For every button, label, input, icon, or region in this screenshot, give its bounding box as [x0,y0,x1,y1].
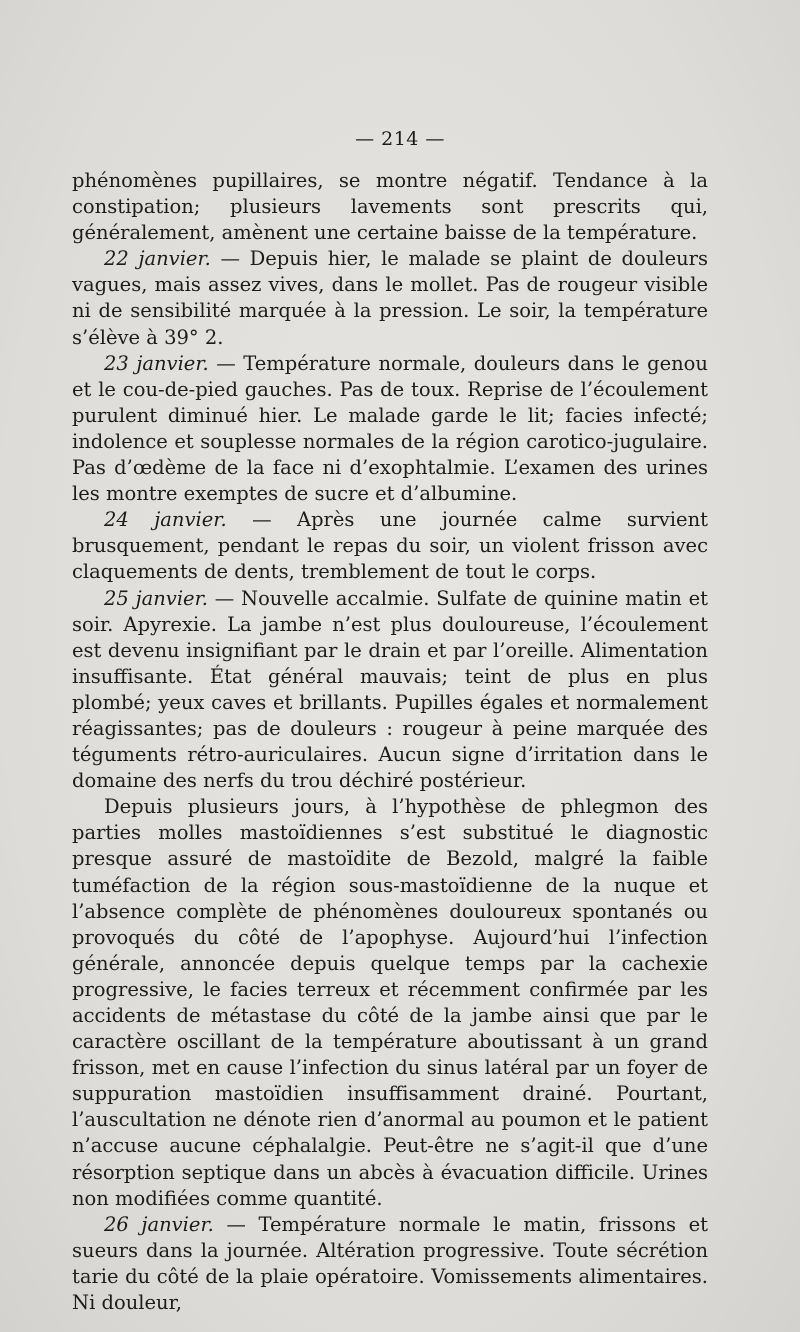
paragraph-25-janvier [72,586,708,795]
paragraph-text: Depuis plusieurs jours, à l’hypothèse de phlegmon des parties molles mastoïdiennes s’est substitué le diagnostic presque assuré de mastoïdite de Bezold, malgré la faible tuméfaction de la région sous-mastoïdienne de la nuque et l’absence complète de phénomènes douloureux spontanés ou provoqués du côté de l’apophyse. Aujourd’hui l’infection générale, annoncée depuis quelque temps par la cachexie progressive, le facies terreux et récemment confirmée par les accidents de métastase du côté de la jambe ainsi que par le caractère oscillant de la température aboutissant à un grand frisson, met en cause l’infection du sinus latéral par un foyer de suppuration mastoïdien insuffisamment drainé. Pourtant, l’auscultation ne dénote rien d’anormal au poumon et le patient n’accuse aucune céphalalgie. Peut-être ne s’agit-il que d’une résorption septique dans un abcès à évacuation difficile. Urines non modifiées comme quantité. [72,795,708,1210]
paragraph-24-janvier [72,507,708,585]
paragraph-text: — Depuis hier, le malade se plaint de douleurs vagues, mais assez vives, dans le mollet. Pas de rougeur visible ni de sensibilité marquée à la pression. Le soir, la température s’élève à 39° 2. [72,247,708,349]
entry-date: 25 janvier. [104,586,208,610]
entry-date: 22 janvier. [104,247,211,271]
paragraph-text: phénomènes pupillaires, se montre négatif. Tendance à la constipation; plusieurs lavements sont prescrits qui, généralement, amènent une certaine baisse de la température. [72,169,708,245]
body-text [72,168,708,1316]
paragraph-22-janvier [72,246,708,350]
paragraph-text: — Après une journée calme survient brusquement, pendant le repas du soir, un violent frisson avec claquements de dents, tremblement de tout le corps. [72,508,708,584]
paragraph-continuation [72,168,708,246]
paragraph-diagnostic [72,794,708,1212]
paragraph-26-janvier [72,1212,708,1316]
paragraph-text: — Température normale le matin, frissons et sueurs dans la journée. Altération progressive. Toute sécrétion tarie du côté de la plaie opératoire. Vomissements alimentaires. Ni douleur, [72,1212,708,1315]
entry-date: 26 janvier. [104,1212,214,1236]
page-number: — 214 — [355,128,445,150]
entry-date: 24 janvier. [104,508,227,532]
paragraph-text: — Température normale, douleurs dans le genou et le cou-de-pied gauches. Pas de toux. Reprise de l’écoulement purulent diminué hier. Le malade garde le lit; facies infecté; indolence et souplesse normales de la région carotico-jugulaire. Pas d’œdème de la face ni d’exophtalmie. L’examen des urines les montre exemptes de sucre et d’albumine. [72,351,708,506]
paragraph-23-janvier [72,351,708,508]
paragraph-text: — Nouvelle accalmie. Sulfate de quinine matin et soir. Apyrexie. La jambe n’est plus douloureuse, l’écoulement est devenu insignifiant par le drain et par l’oreille. Alimentation insuffisante. État général mauvais; teint de plus en plus plombé; yeux caves et brillants. Pupilles égales et normalement réagissantes; pas de douleurs : rougeur à peine marquée des téguments rétro-auriculaires. Aucun signe d’irritation dans le domaine des nerfs du trou déchiré postérieur. [72,586,708,793]
entry-date: 23 janvier. [104,351,209,375]
